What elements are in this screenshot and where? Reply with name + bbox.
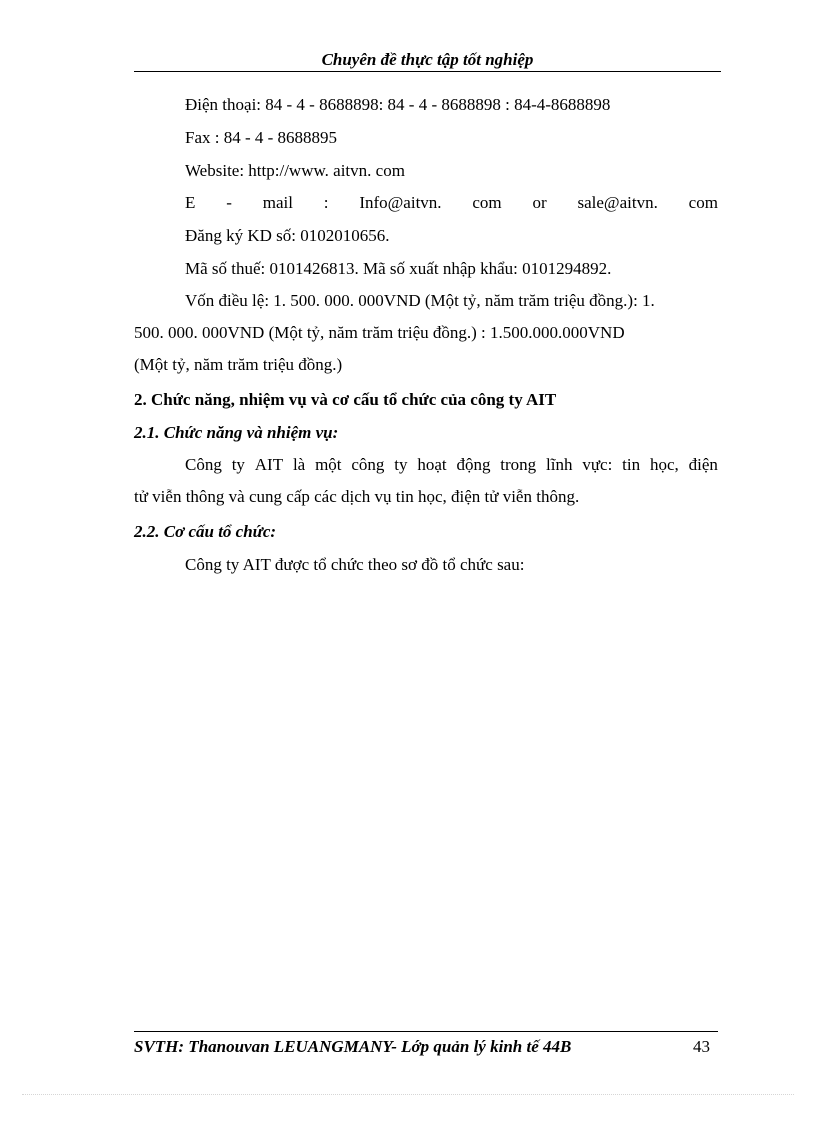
page-number: 43 xyxy=(693,1037,710,1056)
paragraph-word: một xyxy=(315,455,342,474)
tax-code-line: Mã số thuế: 0101426813. Mã số xuất nhập khẩu: 0101294892. xyxy=(185,259,612,278)
page-header-title: Chuyên đề thực tập tốt nghiệp xyxy=(321,50,534,69)
capital-line-3: (Một tỷ, năm trăm triệu đồng.) xyxy=(134,355,343,374)
email-word: sale@aitvn. xyxy=(577,193,658,212)
email-word: E xyxy=(185,193,196,212)
website-line: Website: http://www. aitvn. com xyxy=(185,161,405,180)
fax-line: Fax : 84 - 4 - 8688895 xyxy=(185,128,338,147)
paragraph-word: lĩnh xyxy=(546,455,573,474)
email-word: com xyxy=(688,193,718,212)
section-2-1-paragraph-line-1 xyxy=(185,455,718,475)
email-word: Info@aitvn. xyxy=(359,193,442,212)
paragraph-word: ty xyxy=(394,455,408,474)
email-word: com xyxy=(472,193,502,212)
section-2-2-paragraph: Công ty AIT được tổ chức theo sơ đồ tổ chức sau: xyxy=(185,555,525,574)
email-word: mail xyxy=(262,193,293,212)
paragraph-word: công xyxy=(351,455,385,474)
paragraph-word: động xyxy=(456,455,491,474)
capital-line-2: 500. 000. 000VND (Một tỷ, năm trăm triệu đồng.) : 1.500.000.000VND xyxy=(134,323,625,342)
email-word: or xyxy=(532,193,547,212)
email-word: : xyxy=(323,193,329,212)
section-2-2-heading: 2.2. Cơ cấu tổ chức: xyxy=(134,522,277,541)
email-word: - xyxy=(226,193,232,212)
email-line xyxy=(185,193,718,213)
header-divider xyxy=(134,71,721,72)
phone-line: Điện thoại: 84 - 4 - 8688898: 84 - 4 - 8688898 : 84-4-8688898 xyxy=(185,95,611,114)
paragraph-word: vực: xyxy=(582,455,613,474)
paragraph-word: tin xyxy=(622,455,641,474)
footer-divider xyxy=(134,1031,718,1032)
paragraph-word: Công xyxy=(185,455,222,474)
capital-line-1: Vốn điều lệ: 1. 500. 000. 000VND (Một tỷ, năm trăm triệu đồng.): 1. xyxy=(185,291,655,310)
paragraph-word: hoạt xyxy=(417,455,447,474)
paragraph-word: là xyxy=(292,455,306,474)
business-registration-line: Đăng ký KD số: 0102010656. xyxy=(185,226,390,245)
paragraph-word: học, xyxy=(649,455,679,474)
section-2-1-heading: 2.1. Chức năng và nhiệm vụ: xyxy=(134,423,339,442)
footer-student-info: SVTH: Thanouvan LEUANGMANY- Lớp quản lý kinh tế 44B xyxy=(134,1037,572,1056)
paragraph-word: điện xyxy=(688,455,718,474)
paragraph-word: AIT xyxy=(254,455,284,474)
section-2-heading: 2. Chức năng, nhiệm vụ và cơ cấu tổ chức của công ty AIT xyxy=(134,390,557,409)
page-bottom-edge xyxy=(22,1094,794,1095)
paragraph-word: ty xyxy=(231,455,245,474)
paragraph-word: trong xyxy=(500,455,537,474)
section-2-1-paragraph-line-2: tử viễn thông và cung cấp các dịch vụ tin học, điện tử viễn thông. xyxy=(134,487,580,506)
